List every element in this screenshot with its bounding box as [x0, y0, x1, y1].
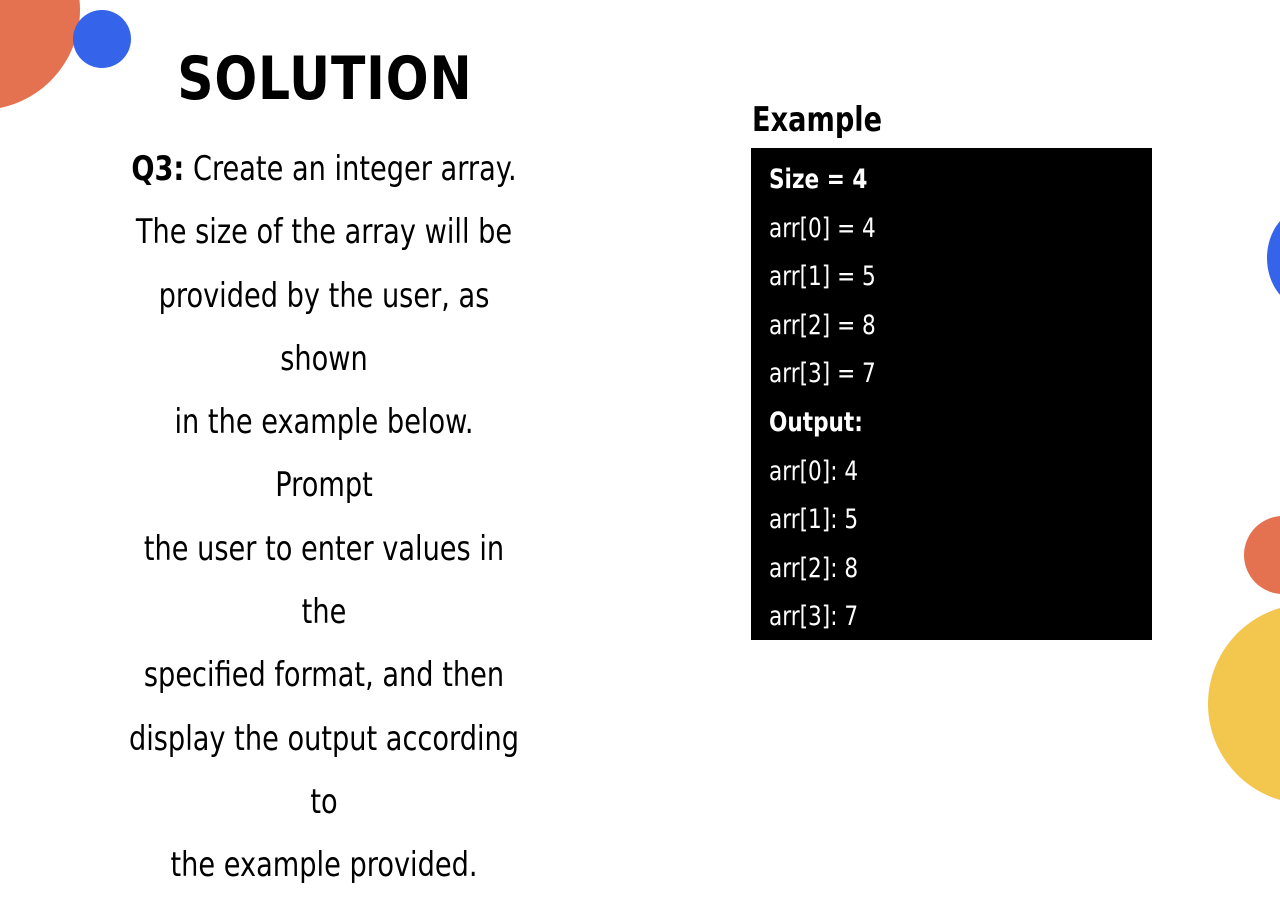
- question-line: The size of the array will be: [135, 212, 513, 253]
- example-input-line: arr[1] = 5: [769, 261, 876, 293]
- example-output-label: Output:: [769, 406, 863, 438]
- decorative-blue-dot: [73, 10, 131, 68]
- example-box: [751, 148, 1152, 640]
- example-size-line: Size = 4: [769, 164, 868, 195]
- question-line: display the output according to: [128, 718, 520, 822]
- question-text: [129, 138, 519, 898]
- example-output-line: arr[2]: 8: [769, 552, 859, 584]
- example-input-line: arr[3] = 7: [769, 358, 876, 390]
- decorative-orange-circle: [0, 0, 80, 110]
- decorative-yellow-circle: [1208, 604, 1280, 804]
- question-line: Create an integer array.: [184, 149, 517, 189]
- question-line: the example provided.: [170, 845, 478, 886]
- example-output-line: arr[0]: 4: [769, 455, 859, 487]
- question-line: in the example below. Prompt: [174, 402, 474, 506]
- question-line: the user to enter values in the: [143, 528, 505, 633]
- example-heading: Example: [752, 100, 883, 140]
- example-input-line: arr[2] = 8: [769, 309, 876, 341]
- example-output-line: arr[1]: 5: [769, 504, 859, 536]
- question-line: provided by the user, as shown: [158, 275, 490, 379]
- decorative-orange-circle-right: [1244, 516, 1280, 594]
- example-output-line: arr[3]: 7: [769, 601, 859, 633]
- question-label: Q3:: [131, 149, 185, 189]
- slide-title: SOLUTION: [177, 44, 473, 114]
- question-line: specified format, and then: [143, 655, 505, 696]
- example-input-line: arr[0] = 4: [769, 212, 876, 244]
- decorative-blue-circle-right: [1267, 208, 1280, 308]
